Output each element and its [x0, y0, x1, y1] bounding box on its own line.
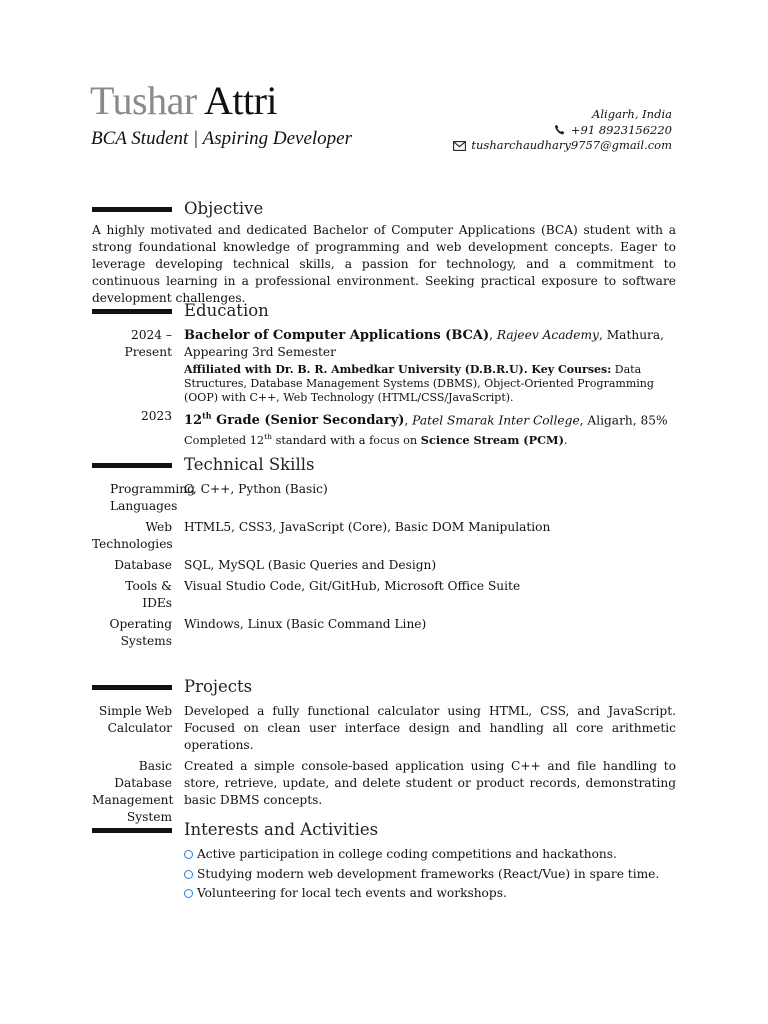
project-description: Created a simple console-based application using C++ and file handling to store, retrieve, update, and delete student or product records, demonstrating basic DBMS concepts. — [184, 759, 676, 807]
education-body — [184, 408, 676, 448]
degree-title: Bachelor of Computer Applications (BCA) — [184, 328, 490, 343]
institution-place: , Mathura, Appearing 3rd Semester — [184, 328, 665, 359]
interests-header — [92, 820, 676, 842]
list-item — [184, 884, 676, 904]
project-label: Simple Web Calculator — [98, 704, 172, 735]
education-entry — [92, 327, 676, 405]
section-rule — [92, 207, 172, 212]
education-title: Education — [184, 301, 269, 320]
education-section — [92, 301, 676, 448]
skill-value: HTML5, CSS3, JavaScript (Core), Basic DOM Manipulation — [184, 520, 551, 534]
education-body — [184, 327, 676, 405]
contact-block — [453, 107, 672, 154]
bullet-icon — [184, 889, 193, 898]
objective-section — [92, 199, 676, 307]
education-detail-bold: Affiliated with Dr. B. R. Ambedkar University (D.B.R.U). Key Courses: — [184, 363, 612, 376]
education-detail-text: Data Structures, Database Management Systems (DBMS), Object-Oriented Programming (OOP) with C++, Web Technology (HTML/CSS/JavaScript). — [184, 363, 654, 404]
skill-label: Web Technologies — [92, 520, 173, 551]
skill-row — [92, 481, 676, 515]
skill-row — [92, 578, 676, 612]
list-item — [184, 865, 676, 885]
projects-title: Projects — [184, 677, 253, 696]
skill-value: Visual Studio Code, Git/GitHub, Microsoft Office Suite — [184, 579, 521, 593]
degree-rest: Grade (Senior Secondary) — [211, 413, 405, 429]
phone-text[interactable]: +91 8923156220 — [570, 122, 672, 137]
skill-value: SQL, MySQL (Basic Queries and Design) — [184, 558, 437, 572]
education-detail — [184, 430, 676, 448]
projects-section — [92, 677, 676, 826]
degree-number: 12 — [184, 413, 203, 429]
first-name: Tushar — [90, 78, 197, 123]
project-label: Basic Database Management System — [92, 759, 174, 824]
objective-text: A highly motivated and dedicated Bachelor of Computer Applications (BCA) student with a strong foundational knowledge of programming and web development concepts. Eager to leverage developing technical skills, a passion for technology, and a commitment to continuous learning in a professional environment. Seeking practical exposure to software development challenges. — [92, 223, 676, 305]
bullet-icon — [184, 870, 193, 879]
interests-title: Interests and Activities — [184, 820, 379, 839]
institution-name: Rajeev Academy — [496, 328, 599, 342]
skill-label: Programming Languages — [110, 482, 195, 513]
skills-header — [92, 455, 676, 477]
education-heading: Bachelor of Computer Applications (BCA), Rajeev Academy, Mathura, Appearing 3rd Semester — [184, 328, 665, 359]
section-rule — [92, 828, 172, 833]
skills-title: Technical Skills — [184, 455, 315, 474]
project-row — [92, 703, 676, 754]
interest-text: Volunteering for local tech events and workshops. — [197, 886, 507, 900]
projects-header — [92, 677, 676, 699]
objective-header — [92, 199, 676, 221]
last-name: Attri — [203, 78, 278, 123]
interest-text: Active participation in college coding competitions and hackathons. — [197, 847, 617, 861]
section-rule — [92, 309, 172, 314]
phone-icon — [554, 124, 566, 136]
institution-place: , Aligarh, 85% — [579, 413, 668, 428]
objective-title: Objective — [184, 199, 264, 218]
education-detail — [184, 363, 676, 405]
candidate-name — [90, 78, 277, 124]
education-date: 2023 — [140, 409, 172, 423]
detail-mid: standard with a focus on — [271, 434, 421, 448]
institution-name: Patel Smarak Inter College — [412, 413, 580, 428]
phone-row — [453, 123, 672, 139]
skills-section — [92, 455, 676, 650]
education-date: 2024 – Present — [124, 328, 172, 359]
email-row — [453, 138, 672, 154]
interest-text: Studying modern web development frameworks (React/Vue) in spare time. — [197, 866, 660, 881]
detail-suffix: th — [264, 432, 272, 442]
education-heading: 12th Grade (Senior Secondary), Patel Smarak Inter College, Aligarh, 85% — [184, 411, 668, 429]
skill-value: C, C++, Python (Basic) — [184, 482, 328, 496]
education-entry — [92, 408, 676, 448]
list-item — [184, 845, 676, 865]
skill-label: Database — [114, 558, 172, 572]
skill-value: Windows, Linux (Basic Command Line) — [184, 617, 427, 631]
location-row — [453, 107, 672, 123]
section-rule — [92, 685, 172, 690]
project-description: Developed a fully functional calculator using HTML, CSS, and JavaScript. Focused on clean user interface design and handling all core arithmetic operations. — [184, 704, 676, 752]
email-link[interactable]: tusharchaudhary9757@gmail.com — [471, 138, 672, 152]
degree-title — [184, 413, 404, 428]
detail-end: . — [563, 434, 568, 448]
bullet-icon — [184, 850, 193, 859]
envelope-icon — [453, 141, 466, 151]
skill-label: Tools & IDEs — [125, 579, 172, 610]
education-header — [92, 301, 676, 323]
degree-suffix: th — [202, 411, 212, 421]
interests-section — [92, 820, 676, 904]
tagline: BCA Student | Aspiring Developer — [91, 128, 352, 149]
interests-list — [184, 845, 676, 904]
detail-bold: Science Stream (PCM) — [420, 433, 564, 448]
skill-row — [92, 519, 676, 553]
location-text: Aligarh, India — [592, 107, 672, 121]
detail-pre: Completed 12 — [184, 434, 265, 448]
section-rule — [92, 463, 172, 468]
skill-row — [92, 616, 676, 650]
skill-label: Operating Systems — [109, 617, 172, 648]
skill-row — [92, 557, 676, 574]
project-row — [92, 758, 676, 826]
